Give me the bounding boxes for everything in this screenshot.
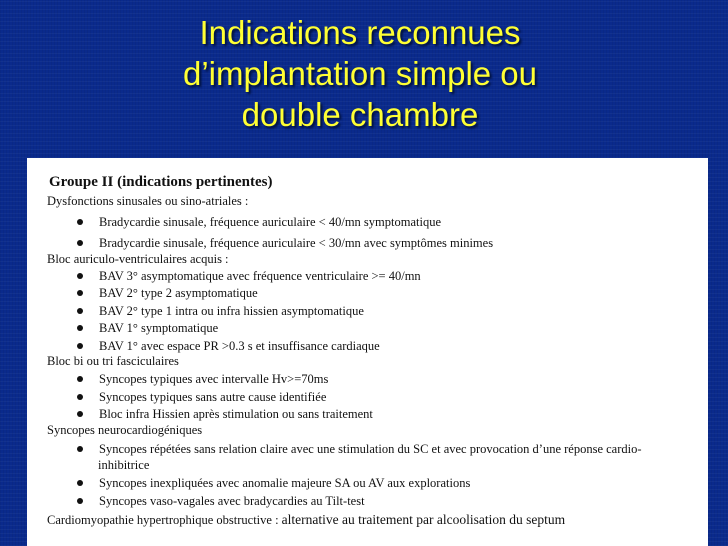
list-item: BAV 1° symptomatique — [77, 321, 218, 336]
bullet-icon — [77, 343, 83, 349]
category-fascicular-block: Bloc bi ou tri fasciculaires — [47, 354, 179, 368]
category-sinus-dysfunction: Dysfonctions sinusales ou sino-atriales : — [47, 194, 249, 208]
list-item: Syncopes inexpliquées avec anomalie majeure SA ou AV aux explorations — [77, 476, 470, 491]
list-item: BAV 2° type 1 intra ou infra hissien asymptomatique — [77, 304, 364, 319]
bullet-icon — [77, 240, 83, 246]
bullet-icon — [77, 308, 83, 314]
bullet-icon — [77, 273, 83, 279]
bullet-icon — [77, 411, 83, 417]
bullet-icon — [77, 219, 83, 225]
list-item: Syncopes typiques sans autre cause identifiée — [77, 390, 326, 405]
bullet-icon — [77, 446, 83, 452]
list-item: Bradycardie sinusale, fréquence auriculaire < 30/mn avec symptômes minimes — [77, 236, 493, 251]
title-line-3: double chambre — [241, 96, 479, 133]
category-neurocardiogenic-syncope: Syncopes neurocardiogéniques — [47, 423, 203, 437]
list-item: Bloc infra Hissien après stimulation ou sans traitement — [77, 407, 373, 422]
title-line-2: d’implantation simple ou — [182, 55, 538, 92]
bullet-icon — [77, 325, 83, 331]
bullet-icon — [77, 376, 83, 382]
bullet-icon — [77, 394, 83, 400]
bullet-icon — [77, 290, 83, 296]
list-item-continuation: inhibitrice — [98, 458, 150, 472]
category-av-block: Bloc auriculo-ventriculaires acquis : — [47, 252, 229, 266]
category-cardiomyopathy: Cardiomyopathie hypertrophique obstructive : alternative au traitement par alcoolisation du septum — [47, 512, 566, 527]
list-item: Syncopes répétées sans relation claire avec une stimulation du SC et avec provocation d’une réponse cardio- — [77, 442, 642, 457]
list-item: Bradycardie sinusale, fréquence auriculaire < 40/mn symptomatique — [77, 215, 441, 230]
bullet-icon — [77, 480, 83, 486]
scanned-document — [27, 158, 708, 546]
title-line-1: Indications reconnues — [199, 14, 521, 51]
slide-title — [110, 12, 610, 135]
list-item: BAV 3° asymptomatique avec fréquence ventriculaire >= 40/mn — [77, 269, 421, 284]
list-item: BAV 2° type 2 asymptomatique — [77, 286, 258, 301]
list-item: Syncopes typiques avec intervalle Hv>=70ms — [77, 372, 328, 387]
list-item: BAV 1° avec espace PR >0.3 s et insuffisance cardiaque — [77, 339, 380, 354]
bullet-icon — [77, 498, 83, 504]
document-heading: Groupe II (indications pertinentes) — [49, 174, 273, 190]
list-item: Syncopes vaso-vagales avec bradycardies au Tilt-test — [77, 494, 365, 509]
emphasized-text: alternative au traitement par alcoolisation du septum — [281, 512, 566, 527]
